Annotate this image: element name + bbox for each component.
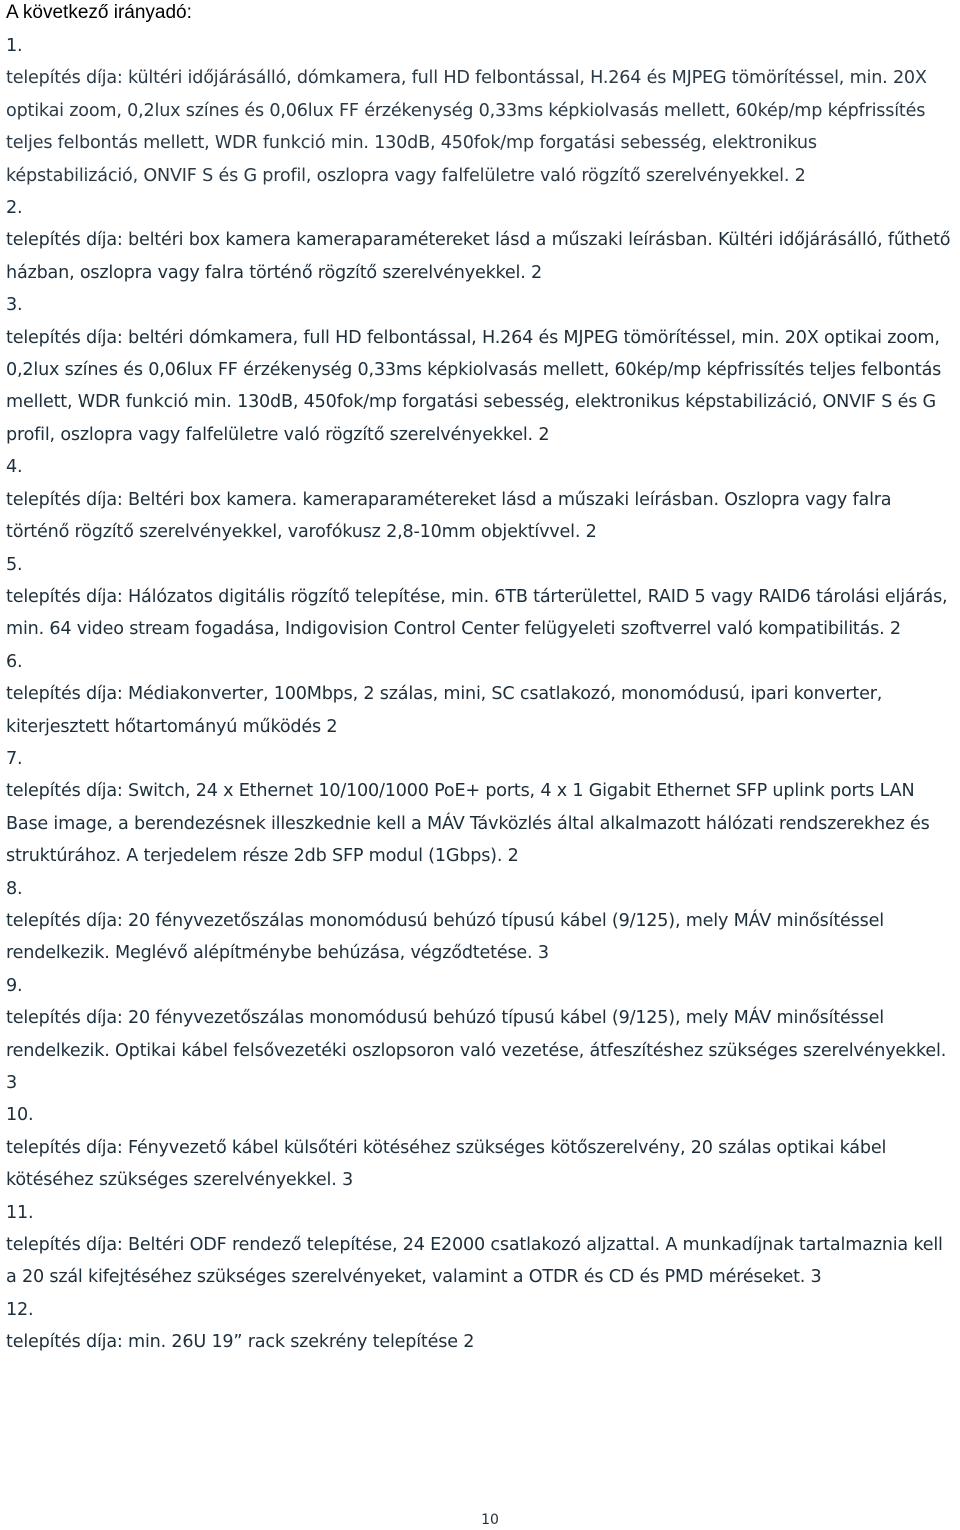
item-number: 1. [6, 36, 23, 56]
list-item [6, 289, 954, 451]
item-text: telepítés díja: beltéri dómkamera, full HD felbontással, H.264 és MJPEG tömörítéssel, min. 20X optikai zoom, 0,2lux színes és 0,06lux FF érzékenység 0,33ms képkiolvasás mellett, 60kép/mp képfrissítés teljes felbontás mellett, WDR funkció min. 130dB, 450fok/mp forgatási sebesség, elektronikus képstabilizáció, ONVIF S és G profil, oszlopra vagy falfelületre való rögzítő szerelvényekkel. 2 [6, 327, 942, 445]
item-text: telepítés díja: Beltéri box kamera. kameraparamétereket lásd a műszaki leírásban. Oszlopra vagy falra történő rögzítő szerelvényekkel, varofókusz 2,8-10mm objektívvel. 2 [6, 489, 892, 543]
item-text: telepítés díja: 20 fényvezetőszálas monomódusú behúzó típusú kábel (9/125), mely MÁV minősítéssel rendelkezik. Meglévő alépítménybe behúzása, végződtetése. 3 [6, 910, 884, 964]
item-text: telepítés díja: Fényvezető kábel külsőtéri kötéséhez szükséges kötőszerelvény, 20 szálas optikai kábel kötéséhez szükséges szerelvényekkel. 3 [6, 1137, 887, 1191]
item-text: telepítés díja: 20 fényvezetőszálas monomódusú behúzó típusú kábel (9/125), mely MÁV minősítéssel rendelkezik. Optikai kábel felsővezetéki oszlopsoron való vezetése, átfeszítéshez szükséges szerelvényekkel. 3 [6, 1008, 947, 1093]
list-item [6, 451, 954, 548]
item-text: telepítés díja: min. 26U 19” rack szekrény telepítése 2 [6, 1332, 475, 1353]
list-item [6, 549, 954, 646]
item-text: telepítés díja: Médiakonverter, 100Mbps, 2 szálas, mini, SC csatlakozó, monomódusú, ipari konverter, kiterjesztett hőtartományú működés 2 [6, 684, 883, 737]
item-number: 5. [6, 554, 23, 575]
item-text: telepítés díja: Switch, 24 x Ethernet 10/100/1000 PoE+ ports, 4 x 1 Gigabit Ethernet SFP uplink ports LAN Base image, a berendezésnek illeszkednie kell a MÁV Távközlés által alkalmazott hálózati rendszerekhez és struktúrához. A terjedelem része 2db SFP modul (1Gbps). 2 [6, 781, 930, 867]
item-text: telepítés díja: Beltéri ODF rendező telepítése, 24 E2000 csatlakozó aljzattal. A munkadíjnak tartalmaznia kell a 20 szál kifejtéséhez szükséges szerelvényeket, valamint a OTDR és CD és PMD méréseket. 3 [6, 1235, 943, 1288]
list-item [6, 970, 954, 1100]
list-item [6, 1099, 954, 1196]
item-number: 9. [6, 975, 23, 996]
item-number: 10. [6, 1105, 34, 1126]
list-item [6, 1197, 954, 1294]
item-number: 6. [6, 651, 23, 672]
list-item [6, 192, 954, 289]
item-number: 3. [6, 295, 23, 316]
item-text: telepítés díja: beltéri box kamera kameraparamétereket lásd a műszaki leírásban. Kültéri időjárásálló, fűthető házban, oszlopra vagy falra történő rögzítő szerelvényekkel. 2 [6, 230, 951, 283]
item-number: 4. [6, 457, 23, 478]
item-text: telepítés díja: Hálózatos digitális rögzítő telepítése, min. 6TB tárterülettel, RAID 5 vagy RAID6 tárolási eljárás, min. 64 video stream fogadása, Indigovision Control Center felügyeleti szoftverrel való kompatibilitás. 2 [6, 586, 948, 640]
item-number: 8. [6, 878, 23, 899]
document-page [6, 0, 954, 1359]
list-item [6, 646, 954, 743]
list-item [6, 30, 954, 192]
list-item [6, 743, 954, 873]
item-number: 2. [6, 198, 23, 219]
page-heading: A következő irányadó: [6, 2, 192, 23]
list-item [6, 873, 954, 970]
item-list [6, 30, 954, 1359]
item-number: 12. [6, 1299, 34, 1320]
list-item [6, 1294, 954, 1359]
item-text: telepítés díja: kültéri időjárásálló, dómkamera, full HD felbontással, H.264 és MJPEG tömörítéssel, min. 20X optikai zoom, 0,2lux színes és 0,06lux FF érzékenység 0,33ms képkiolvasás mellett, 60kép/mp képfrissítés teljes felbontás mellett, WDR funkció min. 130dB, 450fok/mp forgatási sebesség, elektronikus képstabilizáció, ONVIF S és G profil, oszlopra vagy falfelületre való rögzítő szerelvényekkel. 2 [6, 68, 927, 186]
item-number: 11. [6, 1202, 34, 1223]
page-number: 10 [481, 1512, 499, 1528]
item-number: 7. [6, 748, 23, 769]
